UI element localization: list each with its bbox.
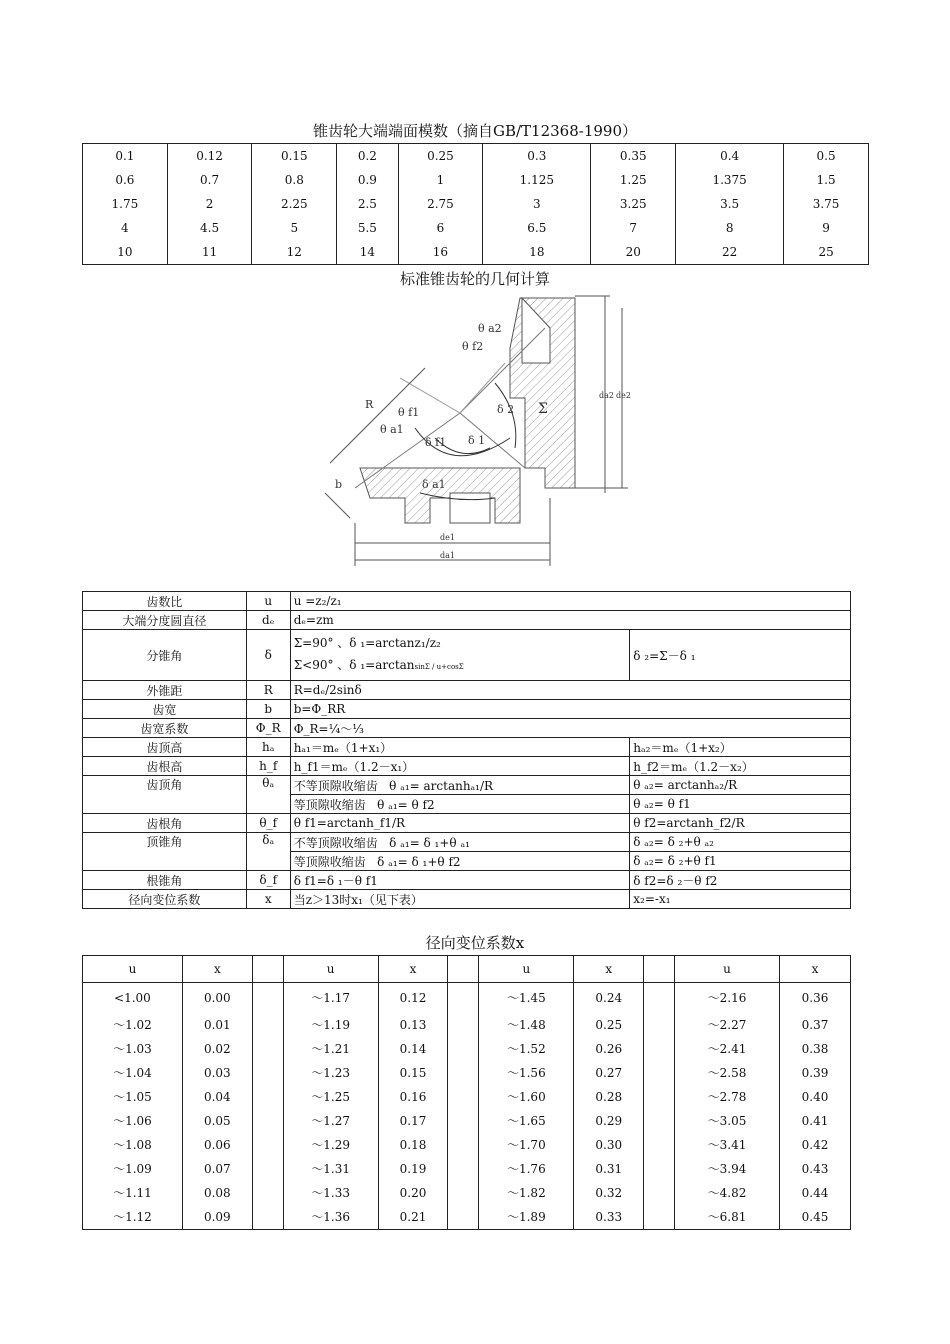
x-cell: 0.09 [182,1205,252,1230]
module-cell: 6.5 [483,216,591,240]
param-formula-2: δ ₂=Σ－δ ₁ [630,630,851,681]
u-cell: ～1.25 [283,1085,378,1109]
module-cell: 0.9 [337,168,398,192]
param-formula: h_f1＝mₑ（1.2－x₁） [290,757,630,776]
spacer-cell [252,1037,283,1061]
u-cell: ～1.08 [83,1133,183,1157]
param-name: 齿数比 [83,592,247,611]
u-cell: ～1.56 [479,1061,574,1085]
label-theta-a2: θ a2 [478,322,502,335]
x-cell: 0.08 [182,1181,252,1205]
x-cell: 0.04 [182,1085,252,1109]
module-cell: 0.35 [591,144,676,169]
param-formula-2: θ ₐ₂= arctanhₐ₂/R [630,776,851,795]
module-cell: 3.5 [676,192,784,216]
param-formula-2: hₐ₂＝mₑ（1+x₂） [630,738,851,757]
label-da1: da1 [440,551,455,560]
x-cell: 0.37 [779,1013,850,1037]
x-cell: 0.25 [574,1013,644,1037]
param-formula: 等顶隙收缩齿 δ ₐ₁= δ ₁+θ f2 [290,852,630,871]
module-cell: 1.125 [483,168,591,192]
param-symbol: dₑ [246,611,290,630]
label-delta-f1: δ f1 [425,436,447,449]
param-formula: θ f1=arctanh_f1/R [290,814,630,833]
x-cell: 0.01 [182,1013,252,1037]
x-cell: 0.15 [378,1061,448,1085]
x-cell: 0.45 [779,1205,850,1230]
param-formula: R=dₑ/2sinδ [290,681,850,700]
param-formula: u =z₂/z₁ [290,592,850,611]
spacer-cell [644,1085,675,1109]
table-row [83,681,851,700]
module-cell: 2.25 [252,192,337,216]
spacer-cell [644,1013,675,1037]
u-cell: ～3.41 [675,1133,780,1157]
label-delta-a1: δ a1 [422,478,446,491]
param-formula-2: θ ₐ₂= θ f1 [630,795,851,814]
u-cell: ～1.33 [283,1181,378,1205]
module-cell: 0.3 [483,144,591,169]
x-cell: 0.24 [574,983,644,1013]
spacer-cell [252,1205,283,1230]
table-row [83,611,851,630]
param-symbol: x [246,890,290,909]
table-row [83,144,869,169]
param-formula: b=Φ_RR [290,700,850,719]
param-symbol: u [246,592,290,611]
radial-table-title: 径向变位系数x [425,934,525,952]
x-cell: 0.40 [779,1085,850,1109]
spacer-cell [252,1133,283,1157]
column-header-u: u [83,956,183,983]
spacer-cell [252,1157,283,1181]
u-cell: ～2.78 [675,1085,780,1109]
u-cell: ～1.31 [283,1157,378,1181]
spacer-cell [448,1085,479,1109]
spacer-cell [252,983,283,1013]
formula-line: Σ=90° 、δ ₁=arctanz₁/z₂ [293,636,441,650]
table-row [83,700,851,719]
u-cell: ～1.52 [479,1037,574,1061]
bevel-gear-diagram [310,288,640,568]
x-cell: 0.41 [779,1109,850,1133]
spacer-cell [644,956,675,983]
module-cell: 8 [676,216,784,240]
x-cell: 0.17 [378,1109,448,1133]
u-cell: ～2.41 [675,1037,780,1061]
param-name: 齿顶高 [83,738,247,757]
param-formula-2: δ ₐ₂= δ ₂+θ ₐ₂ [630,833,851,852]
x-cell: 0.05 [182,1109,252,1133]
u-cell: ～1.48 [479,1013,574,1037]
x-cell: 0.29 [574,1109,644,1133]
spacer-cell [448,1061,479,1085]
spacer-cell [644,1205,675,1230]
module-cell: 0.2 [337,144,398,169]
geometry-calc-table [82,591,851,909]
spacer-cell [448,1181,479,1205]
table-row [83,168,869,192]
u-cell: ～1.27 [283,1109,378,1133]
param-symbol: θ_f [246,814,290,833]
x-cell: 0.06 [182,1133,252,1157]
module-cell: 12 [252,240,337,265]
u-cell: ～1.12 [83,1205,183,1230]
u-cell: ～1.29 [283,1133,378,1157]
module-cell: 3 [483,192,591,216]
param-formula: 当z＞13时x₁（见下表） [290,890,630,909]
table-row [83,983,851,1013]
spacer-cell [644,1181,675,1205]
u-cell: ～1.19 [283,1013,378,1037]
spacer-cell [448,1133,479,1157]
u-cell: ～1.60 [479,1085,574,1109]
module-cell: 0.25 [398,144,483,169]
param-formula: Φ_R=¼～⅓ [290,719,850,738]
module-cell: 1.5 [784,168,869,192]
param-symbol: δ_f [246,871,290,890]
module-table-title: 锥齿轮大端端面模数（摘自GB/T12368-1990） [312,122,638,140]
x-cell: 0.36 [779,983,850,1013]
label-de2: de2 [616,391,631,400]
module-cell: 20 [591,240,676,265]
label-theta-f1: θ f1 [398,406,420,419]
param-symbol: R [246,681,290,700]
table-row [83,240,869,265]
table-row [83,592,851,611]
spacer-cell [644,1109,675,1133]
x-cell: 0.43 [779,1157,850,1181]
param-name: 径向变位系数 [83,890,247,909]
param-symbol: h_f [246,757,290,776]
x-cell: 0.18 [378,1133,448,1157]
module-cell: 1.25 [591,168,676,192]
table-row [83,1061,851,1085]
module-cell: 14 [337,240,398,265]
x-cell: 0.07 [182,1157,252,1181]
param-symbol: δ [246,630,290,681]
column-header-x: x [182,956,252,983]
label-de1: de1 [440,533,455,542]
module-cell: 0.15 [252,144,337,169]
param-name: 外锥距 [83,681,247,700]
param-symbol: δₐ [246,833,290,871]
u-cell: ～2.27 [675,1013,780,1037]
x-cell: 0.14 [378,1037,448,1061]
u-cell: ～4.82 [675,1181,780,1205]
x-cell: 0.16 [378,1085,448,1109]
table-row [83,192,869,216]
u-cell: ～1.02 [83,1013,183,1037]
x-cell: 0.44 [779,1181,850,1205]
label-theta-f2: θ f2 [462,340,484,353]
table-row [83,738,851,757]
param-name: 齿宽系数 [83,719,247,738]
spacer-cell [448,1157,479,1181]
module-cell: 0.5 [784,144,869,169]
spacer-cell [252,956,283,983]
u-cell: ～3.05 [675,1109,780,1133]
label-R: R [365,398,374,411]
label-da2: da2 [599,391,614,400]
module-cell: 6 [398,216,483,240]
table-row [83,814,851,833]
module-cell: 22 [676,240,784,265]
u-cell: ～1.65 [479,1109,574,1133]
u-cell: ～1.03 [83,1037,183,1061]
table-row [83,1157,851,1181]
table-row [83,1013,851,1037]
param-formula: 不等顶隙收缩齿 θ ₐ₁= arctanhₐ₁/R [290,776,630,795]
x-cell: 0.19 [378,1157,448,1181]
spacer-cell [252,1061,283,1085]
spacer-cell [252,1181,283,1205]
module-cell: 0.1 [83,144,168,169]
param-formula-2: x₂=-x₁ [630,890,851,909]
module-cell: 7 [591,216,676,240]
param-formula-2: h_f2＝mₑ（1.2－x₂） [630,757,851,776]
spacer-cell [252,1013,283,1037]
param-formula: 不等顶隙收缩齿 δ ₐ₁= δ ₁+θ ₐ₁ [290,833,630,852]
param-name: 根锥角 [83,871,247,890]
x-cell: 0.28 [574,1085,644,1109]
u-cell: ～3.94 [675,1157,780,1181]
spacer-cell [644,1133,675,1157]
column-header-x: x [378,956,448,983]
module-cell: 0.6 [83,168,168,192]
table-row [83,719,851,738]
spacer-cell [448,1205,479,1230]
u-cell: ～1.11 [83,1181,183,1205]
param-name: 齿根高 [83,757,247,776]
u-cell: ～1.04 [83,1061,183,1085]
u-cell: ～1.23 [283,1061,378,1085]
module-cell: 0.12 [167,144,252,169]
column-header-u: u [283,956,378,983]
label-sigma: Σ [538,401,548,417]
x-cell: 0.33 [574,1205,644,1230]
module-cell: 10 [83,240,168,265]
module-cell: 5.5 [337,216,398,240]
table-row [83,1205,851,1230]
module-cell: 1.75 [83,192,168,216]
u-cell: ～1.76 [479,1157,574,1181]
module-cell: 11 [167,240,252,265]
module-cell: 3.75 [784,192,869,216]
u-cell: <1.00 [83,983,183,1013]
module-cell: 4.5 [167,216,252,240]
u-cell: ～2.16 [675,983,780,1013]
x-cell: 0.02 [182,1037,252,1061]
label-theta-a1: θ a1 [380,423,404,436]
spacer-cell [644,1157,675,1181]
table-row [83,776,851,795]
label-delta-2: δ 2 [497,403,515,416]
u-cell: ～1.21 [283,1037,378,1061]
param-name: 大端分度圆直径 [83,611,247,630]
u-cell: ～1.05 [83,1085,183,1109]
u-cell: ～1.09 [83,1157,183,1181]
param-symbol: b [246,700,290,719]
param-name: 顶锥角 [83,833,247,871]
param-formula: δ f1=δ ₁－θ f1 [290,871,630,890]
table-row [83,1181,851,1205]
module-cell: 1 [398,168,483,192]
table-row [83,1037,851,1061]
column-header-u: u [479,956,574,983]
x-cell: 0.13 [378,1013,448,1037]
x-cell: 0.21 [378,1205,448,1230]
param-formula-2: δ ₐ₂= δ ₂+θ f1 [630,852,851,871]
param-formula: 等顶隙收缩齿 θ ₐ₁= θ f2 [290,795,630,814]
module-cell: 3.25 [591,192,676,216]
u-cell: ～1.06 [83,1109,183,1133]
module-cell: 0.8 [252,168,337,192]
table-row [83,630,851,681]
formula-line: Σ<90° 、δ ₁=arctansinΣ / u+cosΣ [293,658,464,672]
x-cell: 0.03 [182,1061,252,1085]
param-symbol: hₐ [246,738,290,757]
x-cell: 0.38 [779,1037,850,1061]
x-cell: 0.32 [574,1181,644,1205]
param-symbol: Φ_R [246,719,290,738]
x-cell: 0.12 [378,983,448,1013]
x-cell: 0.31 [574,1157,644,1181]
table-row [83,216,869,240]
table-row [83,890,851,909]
label-b: b [335,478,343,491]
u-cell: ～1.70 [479,1133,574,1157]
u-cell: ～1.36 [283,1205,378,1230]
spacer-cell [448,1109,479,1133]
param-name: 齿根角 [83,814,247,833]
spacer-cell [252,1109,283,1133]
param-formula-2: θ f2=arctanh_f2/R [630,814,851,833]
module-cell: 9 [784,216,869,240]
module-cell: 5 [252,216,337,240]
spacer-cell [448,1037,479,1061]
column-header-u: u [675,956,780,983]
param-formula [290,630,630,681]
module-cell: 0.4 [676,144,784,169]
column-header-x: x [574,956,644,983]
module-table [82,143,869,265]
module-cell: 0.7 [167,168,252,192]
spacer-cell [644,1037,675,1061]
spacer-cell [644,983,675,1013]
module-cell: 25 [784,240,869,265]
table-header-row [83,956,851,983]
param-formula: dₑ=zm [290,611,850,630]
module-cell: 16 [398,240,483,265]
x-cell: 0.42 [779,1133,850,1157]
u-cell: ～6.81 [675,1205,780,1230]
x-cell: 0.39 [779,1061,850,1085]
table-row [83,1109,851,1133]
x-cell: 0.30 [574,1133,644,1157]
spacer-cell [644,1061,675,1085]
spacer-cell [252,1085,283,1109]
module-cell: 4 [83,216,168,240]
x-cell: 0.26 [574,1037,644,1061]
label-delta-1: δ 1 [468,434,486,447]
table-row [83,757,851,776]
u-cell: ～1.82 [479,1181,574,1205]
module-cell: 2.75 [398,192,483,216]
module-cell: 18 [483,240,591,265]
x-cell: 0.00 [182,983,252,1013]
param-name: 分锥角 [83,630,247,681]
u-cell: ～1.45 [479,983,574,1013]
x-cell: 0.27 [574,1061,644,1085]
spacer-cell [448,956,479,983]
table-row [83,833,851,852]
module-cell: 2.5 [337,192,398,216]
diagram-title: 标准锥齿轮的几何计算 [399,270,550,288]
u-cell: ～1.17 [283,983,378,1013]
table-row [83,871,851,890]
param-formula: hₐ₁＝mₑ（1+x₁） [290,738,630,757]
table-row [83,1085,851,1109]
u-cell: ～1.89 [479,1205,574,1230]
module-cell: 2 [167,192,252,216]
spacer-cell [448,1013,479,1037]
param-symbol: θₐ [246,776,290,814]
u-cell: ～2.58 [675,1061,780,1085]
spacer-cell [448,983,479,1013]
x-cell: 0.20 [378,1181,448,1205]
param-name: 齿顶角 [83,776,247,814]
column-header-x: x [779,956,850,983]
module-cell: 1.375 [676,168,784,192]
param-formula-2: δ f2=δ ₂－θ f2 [630,871,851,890]
param-name: 齿宽 [83,700,247,719]
table-row [83,1133,851,1157]
radial-coefficient-table [82,955,851,1230]
